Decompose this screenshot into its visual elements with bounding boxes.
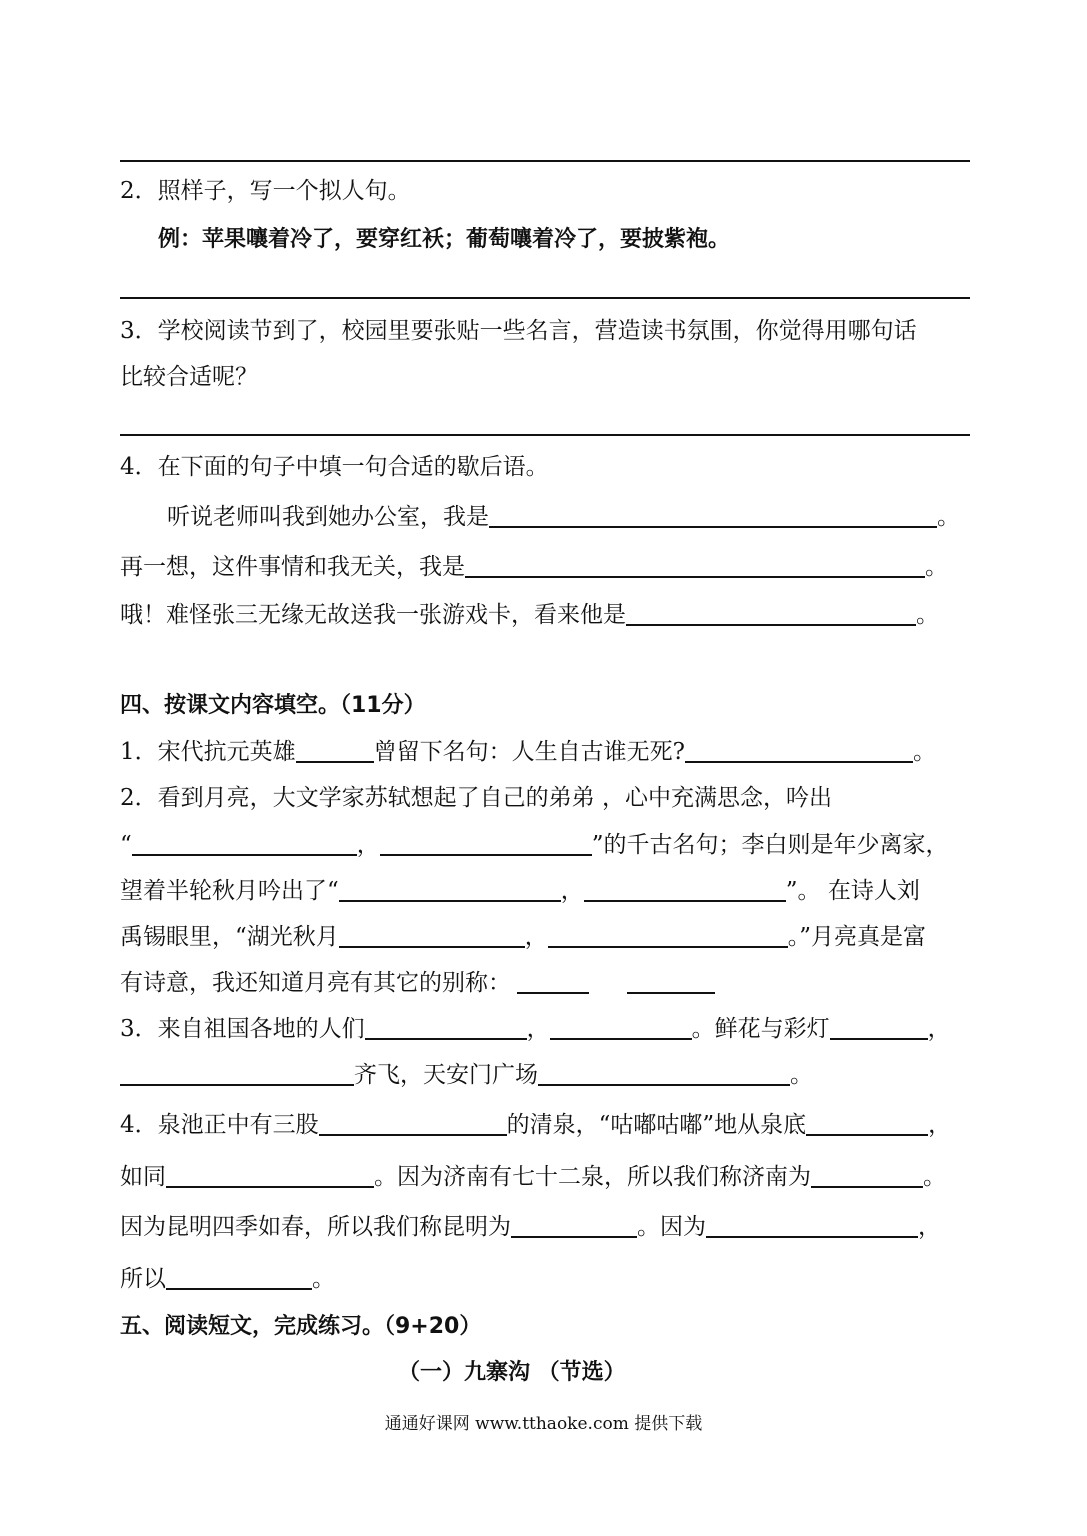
sentence-text: 。”月亮真是富 <box>787 924 927 950</box>
question-2-title: 2．照样子，写一个拟人句。 <box>120 178 411 204</box>
fill-blank[interactable] <box>166 1162 374 1188</box>
punctuation: ， <box>524 924 548 950</box>
s4-question-2-line4 <box>120 922 926 952</box>
fill-blank[interactable] <box>489 502 937 528</box>
punctuation: 。 <box>312 1266 335 1292</box>
sentence-text: 齐飞，天安门广场 <box>354 1062 538 1088</box>
s4-question-4-line1 <box>120 1110 951 1140</box>
page-footer: 通通好课网 www.tthaoke.com 提供下载 <box>384 1414 703 1434</box>
punctuation: ， <box>928 1112 952 1138</box>
fill-blank[interactable] <box>806 1110 928 1136</box>
sentence-text: 听说老师叫我到她办公室，我是 <box>167 504 489 530</box>
sentence-text: 的清泉，“咕嘟咕嘟”地从泉底 <box>506 1112 807 1138</box>
answer-line <box>120 160 970 162</box>
sentence-text: 因为昆明四季如春，所以我们称昆明为 <box>120 1214 511 1240</box>
s4-question-2-line1: 2．看到月亮，大文学家苏轼想起了自己的弟弟 ，心中充满思念，吟出 <box>120 785 832 811</box>
punctuation: 。 <box>790 1062 813 1088</box>
s4-question-2-line2 <box>120 830 949 860</box>
answer-line <box>120 297 970 299</box>
sentence-text: 3．来自祖国各地的人们 <box>120 1016 365 1042</box>
fill-blank[interactable] <box>319 1110 507 1136</box>
fill-blank[interactable] <box>120 1060 354 1086</box>
sentence-text: ”的千古名句；李白则是年少离家， <box>591 832 949 858</box>
fill-blank[interactable] <box>811 1162 923 1188</box>
s4-question-1 <box>120 737 936 767</box>
fill-blank[interactable] <box>511 1212 637 1238</box>
punctuation: 。 <box>923 1164 946 1190</box>
sentence-text: 所以 <box>120 1266 166 1292</box>
punctuation: ， <box>526 1016 550 1042</box>
xiehouyu-sentence-3 <box>120 600 939 630</box>
s4-question-4-line2 <box>120 1162 946 1192</box>
sentence-text: 。鲜花与彩灯 <box>691 1016 830 1042</box>
question-3-line2: 比较合适呢？ <box>120 364 258 390</box>
punctuation: ， <box>918 1214 941 1240</box>
fill-blank[interactable] <box>685 737 913 763</box>
punctuation: “ <box>120 832 132 858</box>
sentence-text: 4．泉池正中有三股 <box>120 1112 319 1138</box>
fill-blank[interactable] <box>584 876 786 902</box>
punctuation: 。 <box>912 739 936 765</box>
punctuation: ， <box>356 832 380 858</box>
xiehouyu-sentence-1 <box>167 502 960 532</box>
fill-blank[interactable] <box>166 1264 312 1290</box>
fill-blank[interactable] <box>380 830 592 856</box>
punctuation: 。 <box>925 554 948 580</box>
xiehouyu-sentence-2 <box>120 552 948 582</box>
example-sentence: 例：苹果嚷着冷了，要穿红袄；葡萄嚷着冷了，要披紫袍。 <box>158 227 731 252</box>
punctuation: 。 <box>937 504 960 530</box>
answer-line <box>120 434 970 436</box>
s4-question-2-line5 <box>120 968 715 998</box>
s4-question-3-line1 <box>120 1014 951 1044</box>
sentence-text: 如同 <box>120 1164 166 1190</box>
section-5-heading: 五、阅读短文，完成练习。（9+20） <box>120 1314 482 1339</box>
sentence-text: 1．宋代抗元英雄 <box>120 739 296 765</box>
fill-blank[interactable] <box>548 922 788 948</box>
fill-blank[interactable] <box>296 737 374 763</box>
fill-blank[interactable] <box>365 1014 527 1040</box>
fill-blank[interactable] <box>706 1212 918 1238</box>
s4-question-4-line4 <box>120 1264 335 1294</box>
fill-blank[interactable] <box>465 552 925 578</box>
punctuation: ， <box>560 878 584 904</box>
sentence-text: ”。 在诗人刘 <box>785 878 920 904</box>
fill-blank[interactable] <box>626 600 916 626</box>
sentence-text: 曾留下名句：人生自古谁无死? <box>373 739 685 765</box>
fill-blank[interactable] <box>339 876 561 902</box>
s4-question-2-line3 <box>120 876 920 906</box>
s4-question-3-line2 <box>120 1060 813 1090</box>
punctuation: 。 <box>916 602 939 628</box>
s4-question-4-line3 <box>120 1212 941 1242</box>
sentence-text: 望着半轮秋月吟出了“ <box>120 878 339 904</box>
question-3-line1: 3．学校阅读节到了，校园里要张贴一些名言，营造读书氛围，你觉得用哪句话 <box>120 318 917 344</box>
fill-blank[interactable] <box>339 922 525 948</box>
fill-blank[interactable] <box>550 1014 692 1040</box>
section-4-heading: 四、按课文内容填空。（11分） <box>120 693 426 718</box>
fill-blank[interactable] <box>830 1014 928 1040</box>
fill-blank[interactable] <box>517 968 589 994</box>
sentence-text: 。因为 <box>637 1214 706 1240</box>
punctuation: ， <box>927 1016 951 1042</box>
question-4-title: 4．在下面的句子中填一句合适的歇后语。 <box>120 454 549 480</box>
sentence-text: 。因为济南有七十二泉，所以我们称济南为 <box>374 1164 811 1190</box>
fill-blank[interactable] <box>538 1060 790 1086</box>
fill-blank[interactable] <box>627 968 715 994</box>
sentence-text: 哦！难怪张三无缘无故送我一张游戏卡，看来他是 <box>120 602 626 628</box>
passage-title: （一）九寨沟 （节选） <box>398 1360 626 1385</box>
sentence-text: 禹锡眼里，“湖光秋月 <box>120 924 339 950</box>
sentence-text: 有诗意，我还知道月亮有其它的别称： <box>120 970 511 996</box>
fill-blank[interactable] <box>132 830 357 856</box>
sentence-text: 再一想，这件事情和我无关，我是 <box>120 554 465 580</box>
